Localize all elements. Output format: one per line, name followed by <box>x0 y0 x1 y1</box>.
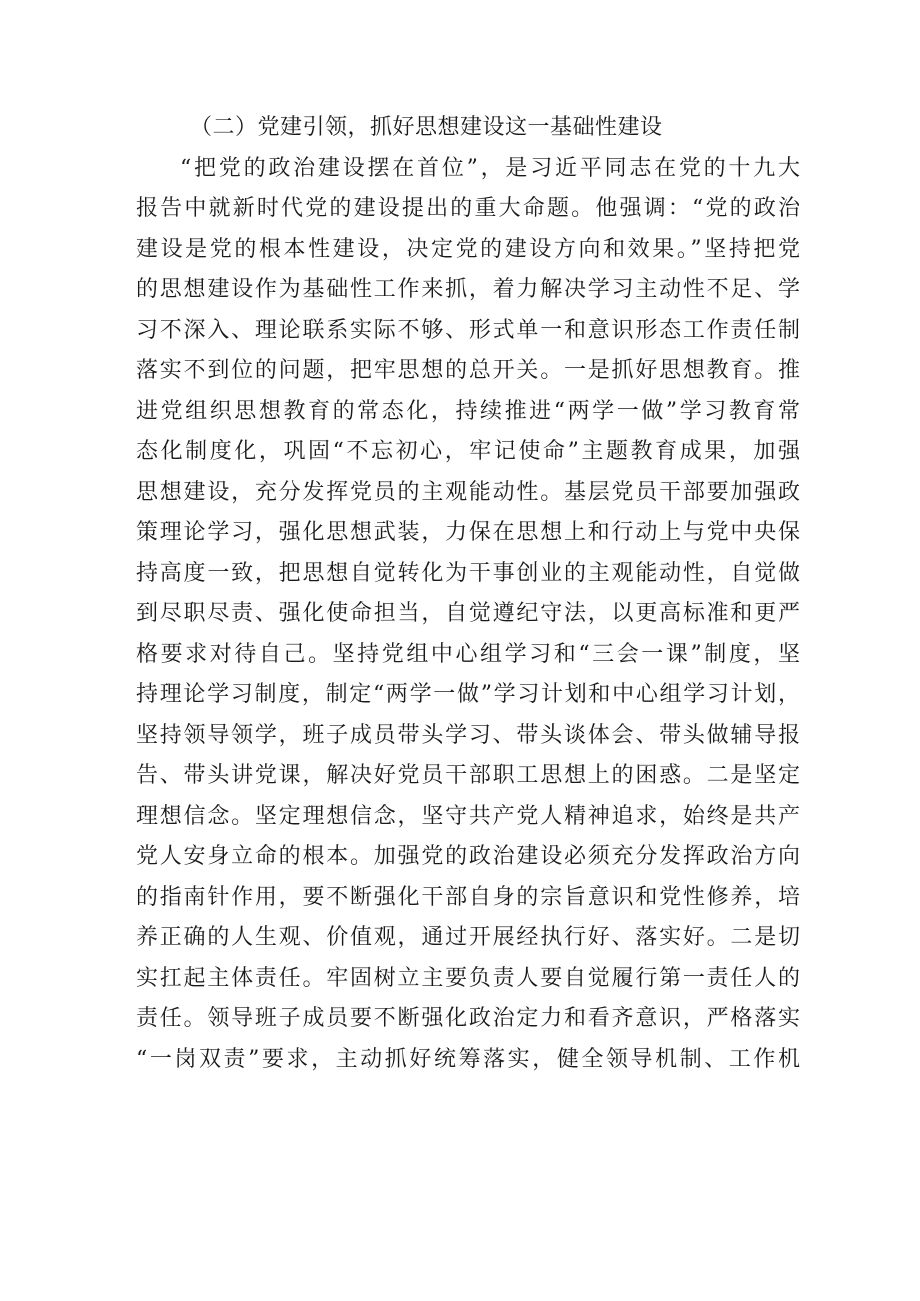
paragraph-line-15: 坚持领导领学，班子成员带头学习、带头谈体会、带头做辅导报 <box>136 722 800 748</box>
paragraph-line-12: 到尽职尽责、强化使命担当，自觉遵纪守法，以更高标准和更严 <box>136 601 800 626</box>
paragraph-line-20: 养正确的人生观、价值观，通过开展经执行好、落实好。二是切 <box>136 925 800 950</box>
paragraph-line-21: 实扛起主体责任。牢固树立主要负责人要自觉履行第一责任人的 <box>136 965 800 991</box>
paragraph-line-17: 理想信念。坚定理想信念，坚守共产党人精神追求，始终是共产 <box>136 803 800 829</box>
paragraph-line-8: 态化制度化，巩固“不忘初心，牢记使命”主题教育成果，加强 <box>136 439 800 464</box>
paragraph-line-5: 习不深入、理论联系实际不够、形式单一和意识形态工作责任制 <box>136 317 800 343</box>
paragraph-line-4: 的思想建设作为基础性工作来抓，着力解决学习主动性不足、学 <box>136 277 800 302</box>
paragraph-line-2: 报告中就新时代党的建设提出的重大命题。他强调：“党的政治 <box>136 196 800 221</box>
paragraph-line-13: 格要求对待自己。坚持党组中心组学习和“三会一课”制度，坚 <box>136 641 800 667</box>
paragraph-line-10: 策理论学习，强化思想武装，力保在思想上和行动上与党中央保 <box>136 520 800 545</box>
paragraph-line-19: 的指南针作用，要不断强化干部自身的宗旨意识和党性修养，培 <box>136 884 800 910</box>
paragraph-line-22: 责任。领导班子成员要不断强化政治定力和看齐意识，严格落实 <box>136 1006 800 1031</box>
paragraph-line-18: 党人安身立命的根本。加强党的政治建设必须充分发挥政治方向 <box>136 844 800 869</box>
paragraph-line-23: “一岗双责”要求，主动抓好统筹落实，健全领导机制、工作机 <box>136 1046 800 1072</box>
paragraph-line-3: 建设是党的根本性建设，决定党的建设方向和效果。”坚持把党 <box>136 236 800 262</box>
paragraph-line-1: “把党的政治建设摆在首位”，是习近平同志在党的十九大 <box>180 155 800 181</box>
document-body <box>136 108 800 1080</box>
paragraph-line-11: 持高度一致，把思想自觉转化为干事创业的主观能动性，自觉做 <box>136 560 800 586</box>
paragraph-line-6: 落实不到位的问题，把牢思想的总开关。一是抓好思想教育。推 <box>136 358 800 383</box>
paragraph-line-7: 进党组织思想教育的常态化，持续推进“两学一做”学习教育常 <box>136 398 800 424</box>
paragraph-line-16: 告、带头讲党课，解决好党员干部职工思想上的困惑。二是坚定 <box>136 763 800 788</box>
paragraph-line-9: 思想建设，充分发挥党员的主观能动性。基层党员干部要加强政 <box>136 479 800 505</box>
paragraph-line-14: 持理论学习制度，制定“两学一做”学习计划和中心组学习计划， <box>136 682 800 707</box>
section-heading: （二）党建引领，抓好思想建设这一基础性建设 <box>190 115 663 140</box>
